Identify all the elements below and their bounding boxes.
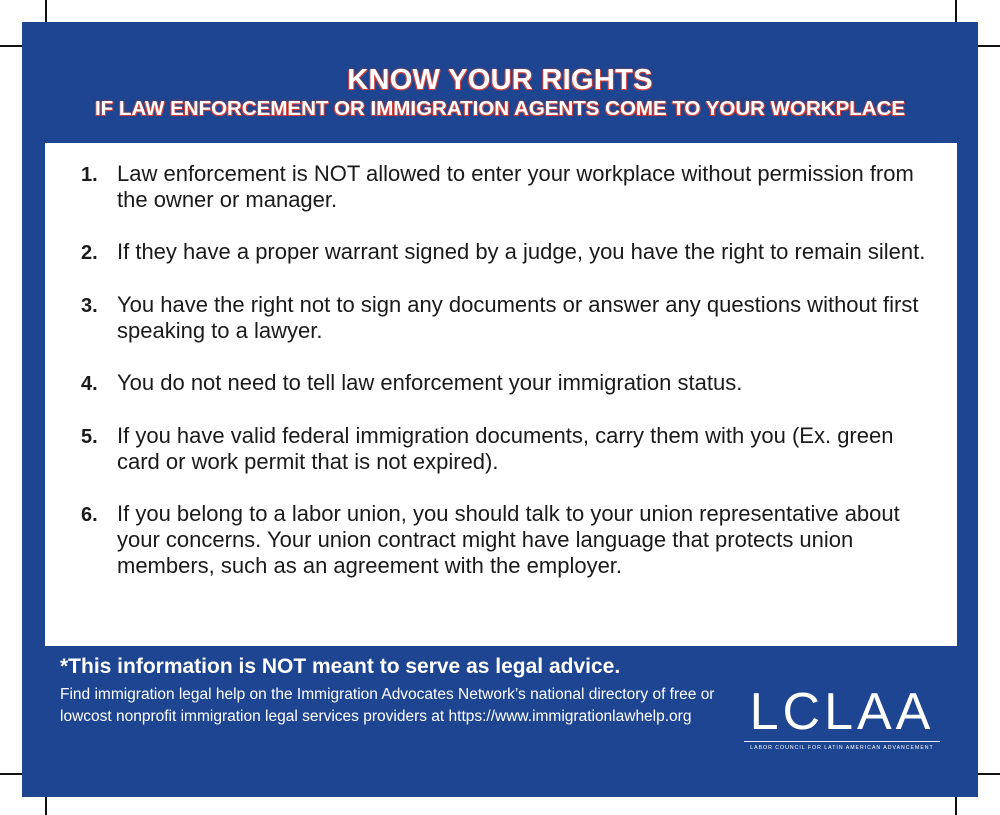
- lclaa-logo: [742, 685, 942, 752]
- rights-text: If they have a proper warrant signed by a judge, you have the right to remain silent.: [117, 239, 926, 264]
- rights-item: [81, 292, 927, 344]
- title-block: [22, 64, 978, 122]
- rights-item: [81, 501, 927, 579]
- legal-disclaimer: *This information is NOT meant to serve as legal advice.: [60, 655, 621, 678]
- rights-text: You do not need to tell law enforcement your immigration status.: [117, 370, 743, 395]
- legal-help-text: Find immigration legal help on the Immigration Advocates Network’s national directory of free or lowcost nonprofit immigration legal services providers at https://www.immigrationlawhelp.org: [60, 686, 715, 725]
- rights-number: 3.: [81, 295, 98, 317]
- page-subtitle: IF LAW ENFORCEMENT OR IMMIGRATION AGENTS COME TO YOUR WORKPLACE: [94, 97, 906, 120]
- rights-text: You have the right not to sign any documents or answer any questions without first speaking to a lawyer.: [117, 292, 919, 343]
- rights-card: [22, 22, 978, 797]
- crop-mark: [0, 45, 22, 47]
- crop-mark: [0, 773, 22, 775]
- rights-number: 2.: [81, 242, 98, 264]
- logo-wordmark: LCLAA: [749, 683, 935, 741]
- rights-item: [81, 161, 927, 213]
- rights-list: [45, 143, 957, 579]
- rights-number: 6.: [81, 504, 98, 526]
- logo-tagline: LABOR COUNCIL FOR LATIN AMERICAN ADVANCEMENT: [750, 745, 934, 751]
- crop-mark: [45, 0, 47, 22]
- rights-number: 1.: [81, 164, 98, 186]
- crop-mark: [45, 797, 47, 815]
- page-title: KNOW YOUR RIGHTS: [347, 64, 653, 96]
- rights-panel: [45, 143, 957, 646]
- rights-text: Law enforcement is NOT allowed to enter your workplace without permission from the owner or manager.: [117, 161, 914, 212]
- crop-mark: [955, 797, 957, 815]
- rights-number: 4.: [81, 373, 98, 395]
- rights-item: [81, 423, 927, 475]
- rights-number: 5.: [81, 426, 98, 448]
- rights-text: If you have valid federal immigration documents, carry them with you (Ex. green card or work permit that is not expired).: [117, 423, 894, 474]
- rights-item: [81, 370, 927, 397]
- crop-mark: [978, 773, 1000, 775]
- crop-mark: [955, 0, 957, 22]
- rights-item: [81, 239, 927, 266]
- logo-divider: [744, 741, 940, 742]
- rights-text: If you belong to a labor union, you should talk to your union representative about your concerns. Your union contract might have language that protects union members, such as an agreement with the employer.: [117, 501, 900, 578]
- crop-mark: [978, 45, 1000, 47]
